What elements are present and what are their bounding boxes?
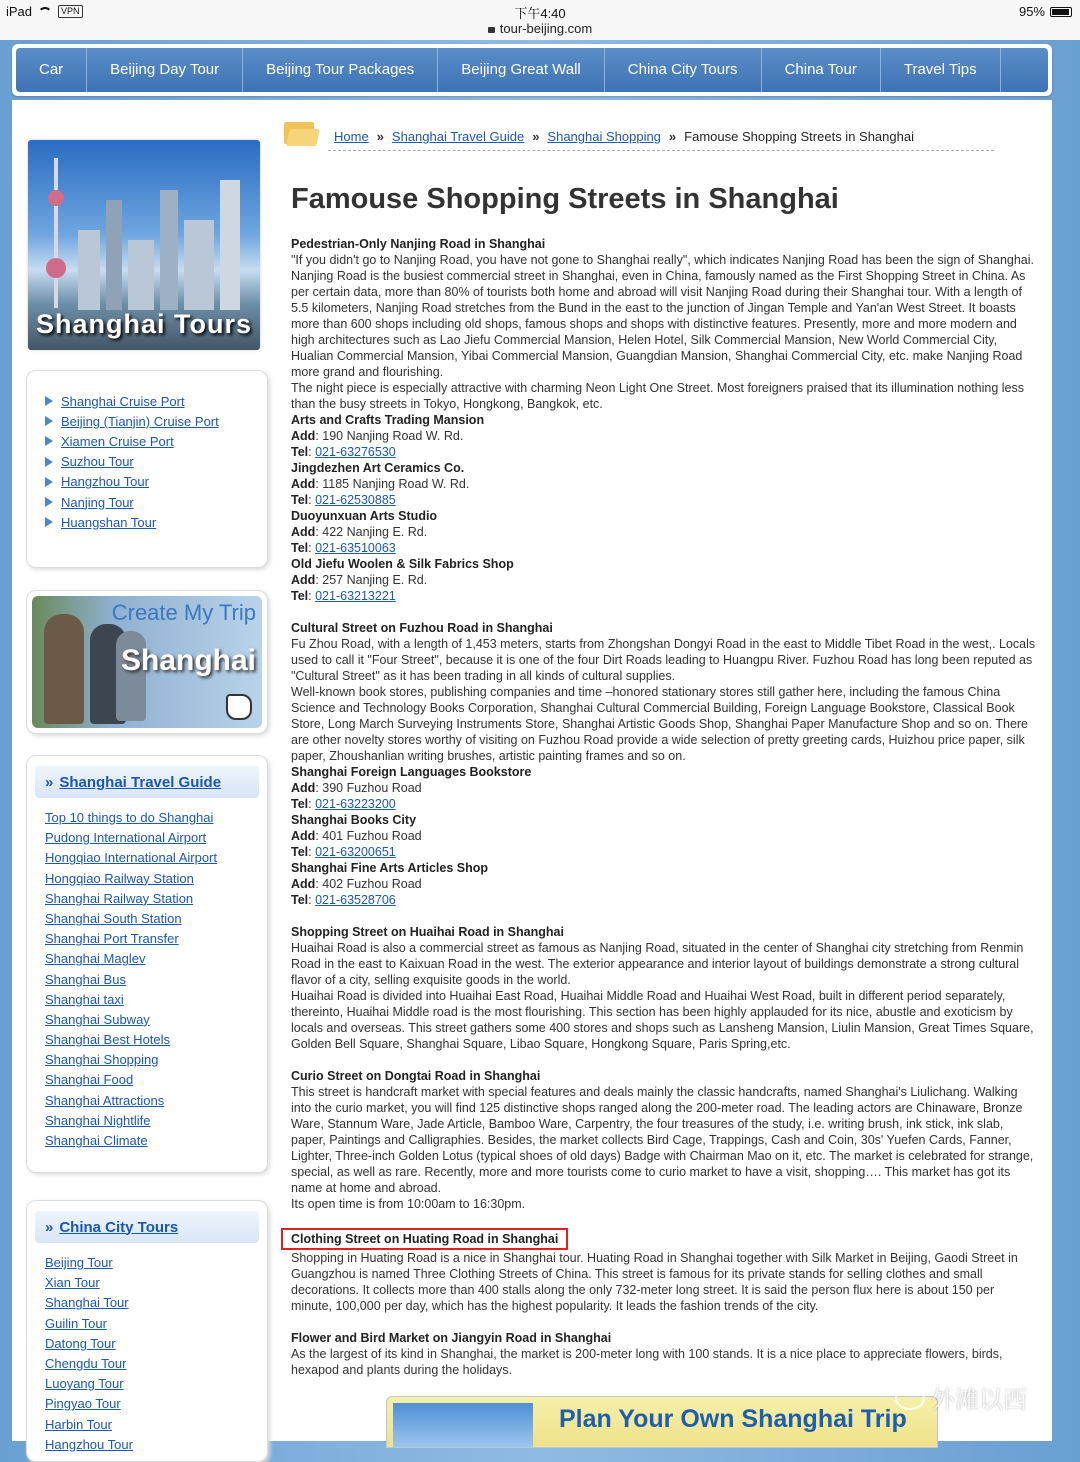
cruise-link[interactable]: Shanghai Cruise Port bbox=[61, 393, 185, 409]
hand-cursor-icon bbox=[226, 694, 252, 720]
city-tours-title[interactable]: China City Tours bbox=[59, 1218, 179, 1236]
watermark-text: 外滩以西 bbox=[931, 1386, 1027, 1414]
city-tour-item bbox=[45, 1374, 267, 1394]
triangle-bullet-icon bbox=[45, 497, 53, 507]
tel-label: Tel bbox=[291, 445, 309, 459]
section-paragraph: Fu Zhou Road, with a length of 1,453 meters, starts from Zhongshan Dongyi Road in the east to Middle Tibet Road in the west,. Locals used to call it "Four Street", because it is one of the four Dirt Roads leading to Huangpu River. Fuzhou Road has long been reputed as "Cultural Street" as it has been trading in all kinds of cultural supplies. bbox=[291, 637, 1036, 683]
watermark bbox=[895, 1380, 1027, 1415]
city-tour-link[interactable]: Hangzhou Tour bbox=[45, 1436, 133, 1452]
travel-guide-item bbox=[45, 848, 267, 868]
section-paragraph: Its open time is from 10:00am to 16:30pm. bbox=[291, 1197, 526, 1211]
shop-tel: Tel: 021-63528706 bbox=[291, 893, 396, 907]
cruise-links-box bbox=[26, 370, 268, 568]
travel-guide-link[interactable]: Shanghai Nightlife bbox=[45, 1112, 151, 1128]
shop-name: Duoyunxuan Arts Studio bbox=[291, 509, 438, 523]
city-tour-link[interactable]: Xian Tour bbox=[45, 1275, 100, 1291]
shop-name: Jingdezhen Art Ceramics Co. bbox=[291, 461, 465, 475]
travel-guide-item bbox=[45, 949, 267, 969]
top-navigation bbox=[12, 44, 1052, 96]
cruise-link[interactable]: Xiamen Cruise Port bbox=[61, 433, 174, 449]
nav-item[interactable]: Beijing Great Wall bbox=[438, 48, 605, 92]
city-tour-item bbox=[45, 1293, 267, 1313]
address-label: Add bbox=[291, 781, 316, 795]
section-heading: Curio Street on Dongtai Road in Shanghai bbox=[291, 1069, 541, 1083]
triangle-bullet-icon bbox=[45, 457, 53, 467]
nav-item[interactable]: Travel Tips bbox=[881, 48, 1001, 92]
travel-guide-item bbox=[45, 1070, 267, 1090]
cruise-link[interactable]: Suzhou Tour bbox=[61, 454, 134, 470]
tel-link[interactable]: 021-63213221 bbox=[315, 589, 396, 603]
city-tours-box bbox=[26, 1200, 268, 1462]
city-tour-link[interactable]: Pingyao Tour bbox=[45, 1396, 121, 1412]
travel-guide-link[interactable]: Top 10 things to do Shanghai bbox=[45, 810, 214, 825]
tel-link[interactable]: 021-63200651 bbox=[315, 845, 396, 859]
travel-guide-item bbox=[45, 1050, 267, 1070]
plan-banner-title: Plan Your Own Shanghai Trip bbox=[559, 1405, 907, 1433]
shop-tel: Tel: 021-63276530 bbox=[291, 445, 396, 459]
travel-guide-link[interactable]: Shanghai taxi bbox=[45, 991, 124, 1007]
travel-guide-item bbox=[45, 909, 267, 929]
city-tour-item bbox=[45, 1314, 267, 1334]
travel-guide-item bbox=[45, 1111, 267, 1131]
cruise-link[interactable]: Beijing (Tianjin) Cruise Port bbox=[61, 413, 219, 429]
tel-label: Tel bbox=[291, 797, 309, 811]
address-value: : 1185 Nanjing Road W. Rd. bbox=[315, 477, 470, 491]
tower-shape bbox=[54, 158, 58, 308]
city-tour-item bbox=[45, 1273, 267, 1293]
cruise-link[interactable]: Nanjing Tour bbox=[61, 494, 134, 510]
city-tour-link[interactable]: Guilin Tour bbox=[45, 1315, 107, 1331]
address-value: : 422 Nanjing E. Rd. bbox=[315, 525, 428, 539]
nav-item[interactable]: Car bbox=[16, 48, 87, 92]
city-tours-header[interactable] bbox=[35, 1211, 259, 1243]
shop-tel: Tel: 021-62530885 bbox=[291, 493, 396, 507]
tel-label: Tel bbox=[291, 845, 309, 859]
status-right bbox=[1019, 4, 1072, 19]
address-label: Add bbox=[291, 477, 316, 491]
shop-name: Old Jiefu Woolen & Silk Fabrics Shop bbox=[291, 557, 514, 571]
shop-tel: Tel: 021-63510063 bbox=[291, 541, 396, 555]
shop-tel: Tel: 021-63213221 bbox=[291, 589, 396, 603]
travel-guide-link[interactable]: Shanghai Bus bbox=[45, 971, 126, 987]
travel-guide-item bbox=[45, 929, 267, 949]
promo-image bbox=[32, 596, 262, 728]
section-heading: Flower and Bird Market on Jiangyin Road in Shanghai bbox=[291, 1331, 612, 1345]
travel-guide-link[interactable]: Shanghai Attractions bbox=[45, 1092, 165, 1108]
address-value: : 402 Fuzhou Road bbox=[315, 877, 422, 891]
article bbox=[291, 180, 1036, 1378]
promo-line1: Create My Trip bbox=[111, 600, 256, 625]
folder-icon bbox=[284, 120, 318, 146]
section-heading: Pedestrian-Only Nanjing Road in Shanghai bbox=[291, 237, 546, 251]
nav-bar bbox=[16, 48, 1048, 92]
section-paragraph: Huaihai Road is divided into Huaihai East Road, Huaihai Middle Road and Huaihai West Road, built in different period separately, thereinto, Huaihai Middle road is the most flourishing. This section has been highly applauded for its nice, abustle and exoticism by locals and overseas. This street gathers some 400 stores and shops such as Lansheng Mansion, Liulin Mansion, Great Times Square, Golden Bell Square, Shanghai Square, Libao Square, Hongkong Square, Paris Spring,etc. bbox=[291, 989, 1034, 1051]
travel-guide-link[interactable]: Pudong International Airport bbox=[45, 830, 207, 846]
shop-name: Shanghai Books City bbox=[291, 813, 417, 827]
city-tour-link[interactable]: Beijing Tour bbox=[45, 1255, 113, 1270]
building-shape bbox=[184, 220, 214, 310]
breadcrumb-separator: » bbox=[532, 129, 540, 144]
tel-label: Tel bbox=[291, 541, 309, 555]
city-tour-link[interactable]: Harbin Tour bbox=[45, 1416, 112, 1432]
tel-link[interactable]: 021-63528706 bbox=[315, 893, 396, 907]
travel-guide-link[interactable]: Shanghai Best Hotels bbox=[45, 1032, 171, 1048]
cruise-links-list bbox=[27, 371, 267, 532]
travel-guide-item bbox=[45, 869, 267, 889]
shop-name: Arts and Crafts Trading Mansion bbox=[291, 413, 485, 427]
plan-banner-image bbox=[393, 1403, 533, 1447]
breadcrumb-separator: » bbox=[668, 129, 677, 144]
section-paragraph: Huaihai Road is also a commercial street as famous as Nanjing Road, situated in the center of Shanghai city stretching from Renmin Road in the east to Kaixuan Road in the west. The exterior appearance and interior layout of buildings demonstrate a strong cultural flavor of a city, selling exquisite goods in the world. bbox=[291, 941, 1024, 987]
shop-address bbox=[291, 476, 1036, 492]
travel-guide-item bbox=[45, 1010, 267, 1030]
triangle-bullet-icon bbox=[45, 396, 53, 406]
cruise-link-item bbox=[45, 512, 267, 532]
breadcrumb bbox=[284, 118, 994, 152]
travel-guide-item bbox=[45, 828, 267, 848]
travel-guide-link[interactable]: Shanghai Port Transfer bbox=[45, 931, 179, 947]
lock-icon bbox=[488, 27, 495, 33]
breadcrumb-trail bbox=[334, 129, 914, 144]
status-time: 下午4:40 bbox=[514, 6, 566, 21]
travel-guide-link[interactable]: Shanghai Railway Station bbox=[45, 890, 194, 906]
travel-guide-item bbox=[45, 1131, 267, 1151]
breadcrumb-home[interactable]: Home bbox=[334, 129, 369, 144]
cruise-link-item bbox=[45, 431, 267, 451]
address-label: Add bbox=[291, 573, 316, 587]
shop-address bbox=[291, 828, 1036, 844]
city-tour-item bbox=[45, 1334, 267, 1354]
travel-guide-link[interactable]: Shanghai Shopping bbox=[45, 1052, 159, 1068]
tel-link[interactable]: 021-63223200 bbox=[315, 797, 396, 811]
travel-guide-link[interactable]: Shanghai Maglev bbox=[45, 951, 146, 967]
cruise-link-item bbox=[45, 391, 267, 411]
shop-list bbox=[291, 764, 1036, 908]
address-value: : 190 Nanjing Road W. Rd. bbox=[315, 429, 464, 443]
section-heading: Shopping Street on Huaihai Road in Shanghai bbox=[291, 925, 564, 939]
address-value: : 401 Fuzhou Road bbox=[315, 829, 422, 843]
cruise-link-item bbox=[45, 472, 267, 492]
breadcrumb-shopping[interactable]: Shanghai Shopping bbox=[547, 129, 661, 144]
cruise-link[interactable]: Hangzhou Tour bbox=[61, 474, 149, 490]
address-bar[interactable] bbox=[0, 21, 1080, 36]
travel-guide-link[interactable]: Shanghai Food bbox=[45, 1072, 134, 1088]
cruise-link-item bbox=[45, 492, 267, 512]
traveler-figure bbox=[44, 614, 84, 724]
nav-item[interactable]: China City Tours bbox=[605, 48, 762, 92]
cruise-link[interactable]: Huangshan Tour bbox=[61, 514, 157, 530]
city-tours-list bbox=[27, 1243, 267, 1455]
page-title: Famouse Shopping Streets in Shanghai bbox=[291, 183, 839, 215]
tel-link[interactable]: 021-62530885 bbox=[315, 493, 396, 507]
device-label: iPad bbox=[6, 4, 33, 19]
address-value: : 257 Nanjing E. Rd. bbox=[315, 573, 428, 587]
battery-percent: 95% bbox=[1018, 4, 1045, 19]
city-tour-item bbox=[45, 1415, 267, 1435]
plan-trip-banner[interactable] bbox=[386, 1396, 938, 1448]
shop-list bbox=[291, 412, 1036, 604]
shop-address bbox=[291, 524, 1036, 540]
section-paragraph: As the largest of its kind in Shanghai, the market is 200-meter long with 100 stands. It is a nice place to appreciate flowers, birds, hexapod and plants during the holidays. bbox=[291, 1347, 1003, 1377]
travel-guide-box bbox=[26, 755, 268, 1173]
city-tour-link[interactable]: Shanghai Tour bbox=[45, 1295, 129, 1311]
tel-link[interactable]: 021-63276530 bbox=[315, 445, 396, 459]
building-shape bbox=[78, 230, 100, 310]
url-text: tour-beijing.com bbox=[499, 21, 593, 36]
travel-guide-list bbox=[27, 798, 267, 1151]
travel-guide-link[interactable]: Hongqiao Railway Station bbox=[45, 870, 194, 886]
address-label: Add bbox=[291, 429, 316, 443]
cruise-link-item bbox=[45, 452, 267, 472]
nav-item[interactable]: Beijing Day Tour bbox=[87, 48, 243, 92]
travel-guide-link[interactable]: Shanghai Subway bbox=[45, 1011, 150, 1027]
wechat-icon bbox=[895, 1386, 925, 1410]
travel-guide-item bbox=[45, 808, 267, 828]
shop-name: Shanghai Foreign Languages Bookstore bbox=[291, 765, 532, 779]
city-tour-item bbox=[45, 1394, 267, 1414]
breadcrumb-travel-guide[interactable]: Shanghai Travel Guide bbox=[391, 129, 525, 144]
tower-sphere bbox=[46, 258, 66, 278]
travel-guide-item bbox=[45, 990, 267, 1010]
nav-item[interactable]: Beijing Tour Packages bbox=[243, 48, 438, 92]
battery-icon bbox=[1050, 7, 1072, 17]
shop-address bbox=[291, 780, 1036, 796]
address-label: Add bbox=[291, 525, 316, 539]
battery-fill bbox=[1052, 9, 1069, 15]
city-tour-item bbox=[45, 1354, 267, 1374]
address-label: Add bbox=[291, 829, 316, 843]
travel-guide-item bbox=[45, 970, 267, 990]
building-shape bbox=[128, 240, 154, 310]
shop-tel: Tel: 021-63223200 bbox=[291, 797, 396, 811]
travel-guide-link[interactable]: Hongqiao International Airport bbox=[45, 850, 218, 866]
travel-guide-link[interactable]: Shanghai South Station bbox=[45, 910, 182, 926]
section-heading: Cultural Street on Fuzhou Road in Shanghai bbox=[291, 621, 553, 635]
shop-address bbox=[291, 428, 1036, 444]
double-chevron-icon: » bbox=[45, 773, 54, 791]
triangle-bullet-icon bbox=[45, 477, 53, 487]
section-paragraph: "If you didn't go to Nanjing Road, you have not gone to Shanghai really", which indicates Nanjing Road has been the sign of Shanghai. Nanjing Road is the busiest commercial street in Shanghai, even in China, famously named as the First Shopping Street in China. As per certain data, more than 80% of tourists both home and abroad will visit Nanjing Road during their Shanghai tour. With a length of 5.5 kilometers, Nanjing Road stretches from the Bund in the east to the junction of Jingan Temple and Yan'an West Street. It boasts more than 600 shops including old shops, famous shops and shops with distinctive features. Presently, more and more modern and high architectures such as Lao Jiefu Commercial Mansion, Helen Hotel, Silk Commercial Mansion, New World Commercial City, Hualian Commercial Mansion, Yibai Commercial Mansion, Guangdian Mansion, Shanghai Commercial City, etc. make Nanjing Road more grand and flourishing. bbox=[291, 253, 1035, 379]
shop-address bbox=[291, 572, 1036, 588]
breadcrumb-current: Famouse Shopping Streets in Shanghai bbox=[684, 129, 914, 144]
tel-label: Tel bbox=[291, 589, 309, 603]
nav-item[interactable]: China Tour bbox=[762, 48, 881, 92]
shop-address bbox=[291, 876, 1036, 892]
triangle-bullet-icon bbox=[45, 436, 53, 446]
section-paragraph: The night piece is especially attractive with charming Neon Light One Street. Most foreigners praised that its illumination nothing less than the busy streets in Tokyo, Hongkong, Bangkok, etc. bbox=[291, 381, 1025, 411]
shop-name: Shanghai Fine Arts Articles Shop bbox=[291, 861, 489, 875]
status-bar bbox=[0, 0, 1080, 40]
address-value: : 390 Fuzhou Road bbox=[315, 781, 422, 795]
breadcrumb-separator: » bbox=[376, 129, 384, 144]
building-shape bbox=[160, 190, 178, 310]
cruise-link-item bbox=[45, 411, 267, 431]
triangle-bullet-icon bbox=[45, 517, 53, 527]
page-body bbox=[12, 100, 1052, 1452]
section-paragraph: Well-known book stores, publishing companies and time –honored stationary stores still gather here, including the famous China Science and Technology Books Corporation, Shanghai Cultural Commercial Building, Foreign Language Bookstore, Classical Book Store, Long March Surveying Instruments Store, Shanghai Artistic Goods Shop, Shanghai Paper Manufacture Shop and so on. There are other novelty stores worthy of visiting on Fuzhou Road provide a wide selection of pretty greeting cards, Huizhou price paper, silk paper, Zhoushanlian writing brushes, artistic painting frames and so on. bbox=[291, 685, 1029, 763]
tel-label: Tel bbox=[291, 893, 309, 907]
address-label: Add bbox=[291, 877, 316, 891]
tel-link[interactable]: 021-63510063 bbox=[315, 541, 396, 555]
travel-guide-title[interactable]: Shanghai Travel Guide bbox=[59, 773, 222, 791]
city-tour-item bbox=[45, 1253, 267, 1273]
vpn-badge: VPN bbox=[58, 5, 83, 18]
tower-sphere bbox=[48, 190, 64, 206]
section-paragraph: Shopping in Huating Road is a nice in Shanghai tour. Huating Road in Shanghai together with Silk Market in Beijing, Gaodi Street in Guangzhou is named Three Clothing Streets of China. This street is famous for its private stands for selling clothes and small decorations. It collects more than 400 stalls along the only 732-meter long street. It is said the person flux here is about 150 per minute, 100,000 per day, which has the highest popularity. It leads the fashion trends of the city. bbox=[291, 1251, 1018, 1313]
travel-guide-header[interactable] bbox=[35, 766, 259, 798]
city-tour-link[interactable]: Datong Tour bbox=[45, 1335, 116, 1351]
city-tour-item bbox=[45, 1435, 267, 1455]
building-shape bbox=[220, 180, 240, 310]
section-paragraph: This street is handcraft market with special features and deals mainly the classic handcrafts, named Shanghai's Liulichang. Walking into the curio market, you will find 125 distinctive shops ranged along the 200-meter road. The leading actors are Chinaware, Bronze Ware, Stannum Ware, Jade Article, Bamboo Ware, Carpentry, the four treasures of the study, i.e. writing brush, ink stick, ink slab, paper, Paintings and Calligraphies. Besides, the market collects Bird Cage, Trappings, Cash and Coin, 30s' Yuefen Cards, Fanner, Lighter, Three-inch Golden Lotus (typical shoes of old days) Badge with Chairman Mao on it, etc. The market is celebrated for strange, special, as well as rare. Recently, more and more tourists come to curio market to have a visit, shopping…. This market has got its name at home and abroad. bbox=[291, 1085, 1034, 1195]
travel-guide-link[interactable]: Shanghai Climate bbox=[45, 1133, 148, 1148]
triangle-bullet-icon bbox=[45, 416, 53, 426]
create-my-trip-promo[interactable] bbox=[26, 590, 268, 734]
promo-line2: Shanghai bbox=[120, 644, 256, 677]
travel-guide-item bbox=[45, 889, 267, 909]
shop-tel: Tel: 021-63200651 bbox=[291, 845, 396, 859]
highlighted-section-heading: Clothing Street on Huating Road in Shanghai bbox=[281, 1228, 568, 1250]
tel-label: Tel bbox=[291, 493, 309, 507]
city-tour-link[interactable]: Luoyang Tour bbox=[45, 1376, 124, 1392]
banner-title: Shanghai Tours bbox=[35, 309, 252, 339]
building-shape bbox=[106, 200, 122, 310]
city-tour-link[interactable]: Chengdu Tour bbox=[45, 1355, 127, 1371]
shanghai-tours-banner[interactable] bbox=[28, 140, 260, 350]
travel-guide-item bbox=[45, 1030, 267, 1050]
travel-guide-item bbox=[45, 1091, 267, 1111]
double-chevron-icon: » bbox=[45, 1218, 54, 1236]
breadcrumb-divider bbox=[328, 150, 994, 151]
